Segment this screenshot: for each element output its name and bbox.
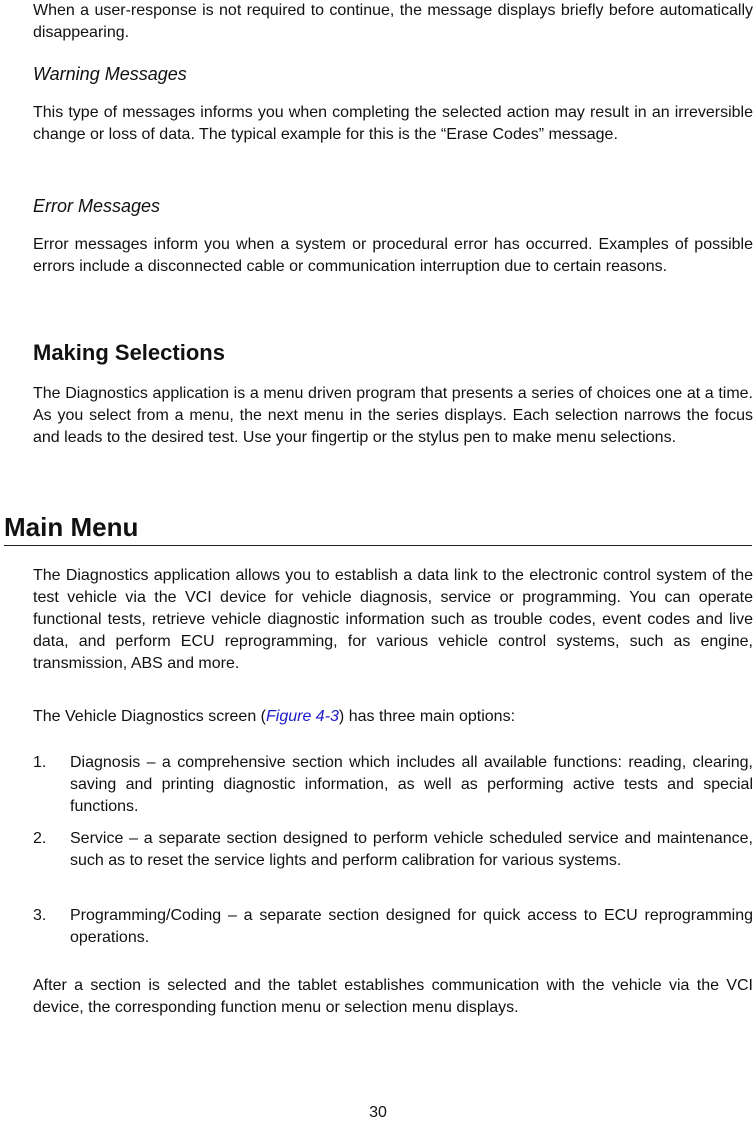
option-number: 2. bbox=[33, 830, 47, 847]
figure-4-3-link[interactable]: Figure 4-3 bbox=[266, 708, 339, 725]
error-messages-paragraph: Error messages inform you when a system or procedural error has occurred. Examples of possible errors include a disconnected cable or communication interruption due to certain reasons. bbox=[33, 236, 753, 275]
option-text: Diagnosis – a comprehensive section which includes all available functions: reading, clearing, saving and printing diagnostic information, as well as performing active tests and special functions. bbox=[70, 754, 753, 815]
options-intro-after: ) has three main options: bbox=[338, 708, 516, 725]
intro-paragraph: When a user-response is not required to continue, the message displays briefly before automatically disappearing. bbox=[33, 2, 753, 41]
warning-messages-paragraph: This type of messages informs you when completing the selected action may result in an irreversible change or loss of data. The typical example for this is the “Erase Codes” message. bbox=[33, 104, 753, 143]
closing-paragraph: After a section is selected and the tablet establishes communication with the vehicle via the VCI device, the corresponding function menu or selection menu displays. bbox=[33, 977, 753, 1016]
making-selections-paragraph: The Diagnostics application is a menu driven program that presents a series of choices one at a time. As you select from a menu, the next menu in the series displays. Each selection narrows the focus and leads to the desired test. Use your fingertip or the stylus pen to make menu selections. bbox=[33, 385, 753, 446]
error-messages-heading: Error Messages bbox=[33, 196, 161, 216]
main-menu-heading-text: Main Menu bbox=[4, 512, 139, 542]
option-item-programming bbox=[33, 905, 753, 949]
option-text: Programming/Coding – a separate section designed for quick access to ECU reprogramming operations. bbox=[70, 907, 753, 946]
option-number: 1. bbox=[33, 754, 47, 771]
option-number: 3. bbox=[33, 907, 47, 924]
option-item-diagnosis bbox=[33, 752, 753, 818]
main-menu-heading bbox=[4, 512, 752, 546]
warning-messages-heading: Warning Messages bbox=[33, 64, 187, 84]
option-text: Service – a separate section designed to perform vehicle scheduled service and maintenance, such as to reset the service lights and perform calibration for various systems. bbox=[70, 830, 753, 869]
option-item-service bbox=[33, 828, 753, 872]
options-intro bbox=[33, 706, 753, 728]
making-selections-heading: Making Selections bbox=[33, 340, 225, 365]
main-menu-paragraph: The Diagnostics application allows you to establish a data link to the electronic control system of the test vehicle via the VCI device for vehicle diagnosis, service or programming. You can operate functional tests, retrieve vehicle diagnostic information such as trouble codes, event codes and live data, and perform ECU reprogramming, for various vehicle control systems, such as engine, transmission, ABS and more. bbox=[33, 567, 753, 672]
options-intro-before: The Vehicle Diagnostics screen ( bbox=[33, 708, 266, 725]
page-number: 30 bbox=[369, 1104, 387, 1121]
